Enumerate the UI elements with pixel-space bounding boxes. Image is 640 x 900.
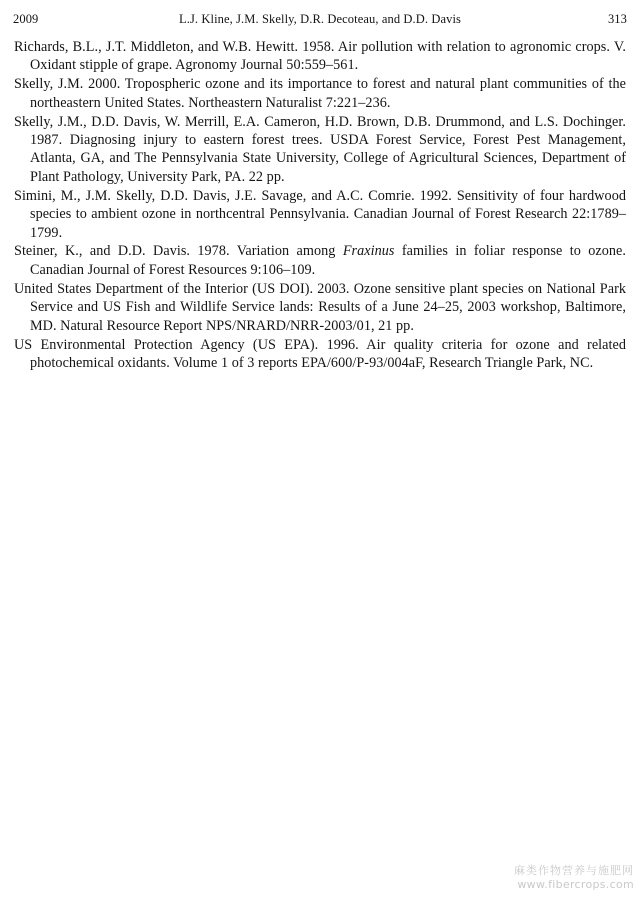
reference-text: Simini, M., J.M. Skelly, D.D. Davis, J.E. Savage, and A.C. Comrie. 1992. Sensitivity of four hardwood species to ambient ozone in northcentral Pennsylvania. Canadian Journal of Forest Research 22:1789–1799.	[14, 187, 626, 241]
watermark-chinese-text: 麻类作物营养与施肥网	[514, 864, 634, 877]
header-year: 2009	[13, 12, 39, 26]
reference-item	[14, 75, 626, 112]
reference-item	[14, 280, 626, 335]
reference-text: United States Department of the Interior (US DOI). 2003. Ozone sensitive plant species on National Park Service and US Fish and Wildlife Service lands: Results of a June 24–25, 2003 workshop, Baltimore, MD. Natural Resource Report NPS/NRARD/NRR-2003/01, 21 pp.	[14, 280, 626, 334]
reference-item	[14, 242, 626, 279]
page-number: 313	[607, 12, 627, 26]
reference-item	[14, 187, 626, 242]
reference-item	[14, 336, 626, 373]
reference-item	[14, 38, 626, 75]
reference-text: Steiner, K., and D.D. Davis. 1978. Variation among	[14, 243, 343, 260]
reference-text: Richards, B.L., J.T. Middleton, and W.B. Hewitt. 1958. Air pollution with relation to agronomic crops. V. Oxidant stipple of grape. Agronomy Journal 50:559–561.	[14, 39, 626, 74]
reference-text: US Environmental Protection Agency (US EPA). 1996. Air quality criteria for ozone and related photochemical oxidants. Volume 1 of 3 reports EPA/600/P-93/004aF, Research Triangle Park, NC.	[14, 336, 626, 371]
reference-list	[14, 38, 626, 373]
running-header	[13, 12, 627, 30]
reference-italic-text: Fraxinus	[342, 243, 395, 260]
site-watermark	[514, 864, 634, 892]
reference-text: Skelly, J.M., D.D. Davis, W. Merrill, E.A. Cameron, H.D. Brown, D.B. Drummond, and L.S. Dochinger. 1987. Diagnosing injury to eastern forest trees. USDA Forest Service, Forest Pest Management, Atlanta, GA, and The Pennsylvania State University, College of Agricultural Sciences, Department of Plant Pathology, University Park, PA. 22 pp.	[14, 113, 626, 185]
reference-item	[14, 113, 626, 187]
reference-text-after: families in foliar response to ozone. Canadian Journal of Forest Resources 9:106–109.	[30, 243, 626, 278]
header-authors: L.J. Kline, J.M. Skelly, D.R. Decoteau, and D.D. Davis	[179, 12, 461, 26]
reference-text: Skelly, J.M. 2000. Tropospheric ozone and its importance to forest and natural plant communities of the northeastern United States. Northeastern Naturalist 7:221–236.	[14, 76, 626, 111]
watermark-url: www.fibercrops.com	[517, 878, 634, 891]
